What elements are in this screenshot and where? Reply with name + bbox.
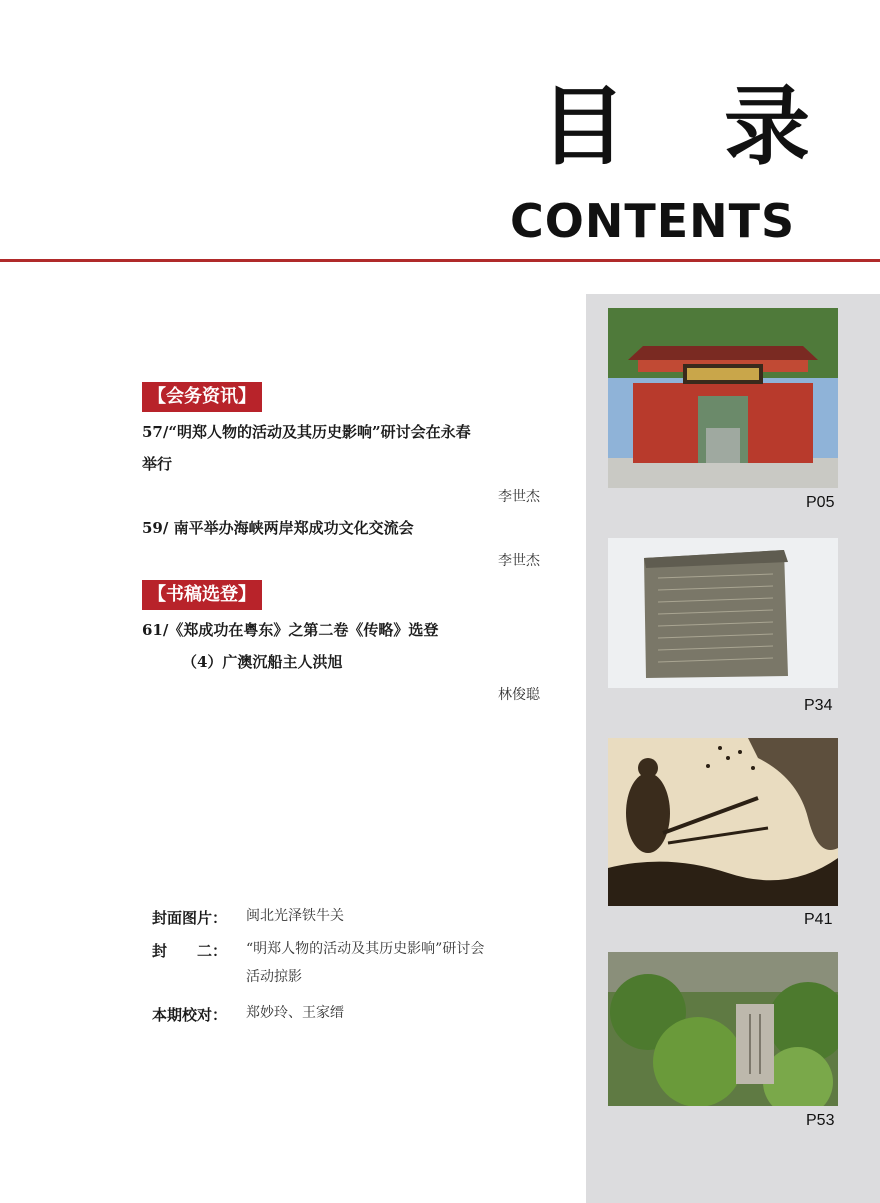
section-tag-manuscript: 【书稿选登】: [142, 580, 262, 610]
toc-entry-title-cont: 举行: [142, 455, 173, 473]
cover-photo-value: 闽北光泽铁牛关: [246, 908, 344, 924]
thumbnail-caption: P34: [804, 697, 833, 714]
thumbnail-caption: P05: [806, 494, 835, 511]
cover-photo-label: 封面图片：: [152, 909, 228, 927]
inside-cover-label: 封 二：: [152, 942, 228, 960]
thumbnail-caption: P53: [806, 1112, 835, 1129]
toc-entry-title: 59/ 南平举办海峡两岸郑成功文化交流会: [142, 519, 414, 537]
thumbnail-caption: P41: [804, 911, 833, 928]
inside-cover-value: [246, 935, 484, 991]
toc-entry-title-cont: （4）广澳沉船主人洪旭: [182, 653, 343, 671]
toc-entry-title: 57/“明郑人物的活动及其历史影响”研讨会在永春: [142, 423, 471, 441]
temple-gate-photo[interactable]: [608, 308, 838, 488]
proofreader-value: 郑妙玲、王家缙: [246, 1005, 344, 1021]
toc-entry-59[interactable]: [142, 512, 562, 544]
inside-cover-value-line1: “明郑人物的活动及其历史影响”研讨会: [246, 941, 485, 957]
ivy-stele-photo[interactable]: [608, 952, 838, 1106]
toc-entry-61[interactable]: [142, 614, 562, 678]
inside-cover-value-line2: 活动掠影: [246, 969, 302, 985]
toc-entry-author: 林俊聪: [498, 687, 540, 703]
engraved-tablet-photo[interactable]: [608, 538, 838, 688]
toc-entry-title: 61/《郑成功在粤东》之第二卷《传略》选登: [142, 621, 439, 639]
section-tag-meeting-news: 【会务资讯】: [142, 382, 262, 412]
proofreader-label: 本期校对：: [152, 1006, 228, 1024]
ink-painting-photo[interactable]: [608, 738, 838, 906]
page-title-cn: 目 录: [540, 77, 844, 177]
toc-entry-author: 李世杰: [498, 489, 540, 505]
header-rule: [0, 259, 880, 262]
page-title-en: CONTENTS: [510, 194, 796, 248]
toc-entry-author: 李世杰: [498, 553, 540, 569]
toc-entry-57[interactable]: [142, 416, 562, 480]
